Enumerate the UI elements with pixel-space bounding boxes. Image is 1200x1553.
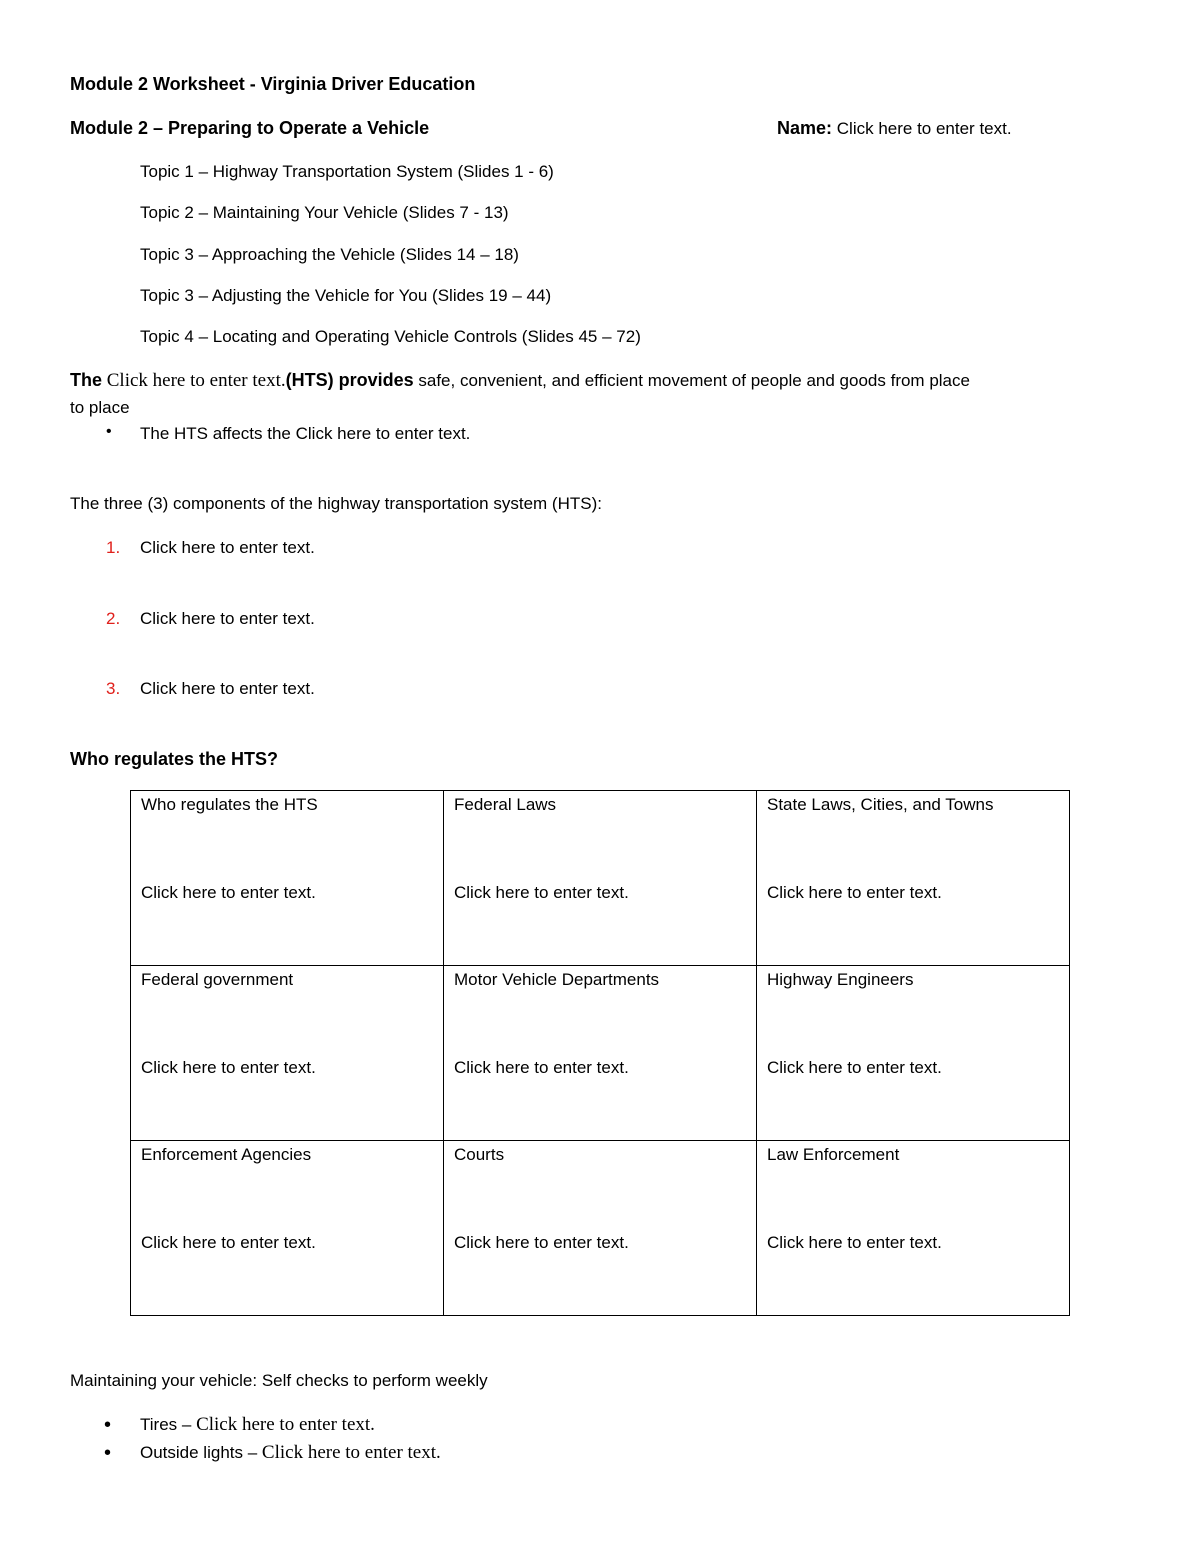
hts-affects-field[interactable]: Click here to enter text. bbox=[295, 424, 471, 443]
cell-label: Motor Vehicle Departments bbox=[454, 970, 660, 989]
topic-item: Topic 1 – Highway Transportation System (Slides 1 - 6) bbox=[140, 162, 554, 181]
table-cell bbox=[444, 791, 757, 966]
cell-field[interactable]: Click here to enter text. bbox=[141, 1233, 316, 1252]
table-cell bbox=[131, 791, 444, 966]
table-cell bbox=[131, 966, 444, 1141]
cell-label: Federal Laws bbox=[454, 795, 557, 814]
cell-label: Law Enforcement bbox=[767, 1145, 900, 1164]
name-row bbox=[777, 118, 1012, 139]
topic-item: Topic 3 – Approaching the Vehicle (Slides 14 – 18) bbox=[140, 245, 519, 264]
regulates-heading: Who regulates the HTS? bbox=[70, 749, 279, 769]
regulates-table bbox=[130, 790, 1070, 1316]
cell-field[interactable]: Click here to enter text. bbox=[141, 1058, 316, 1077]
hts-bullet bbox=[140, 424, 470, 444]
components-intro: The three (3) components of the highway transportation system (HTS): bbox=[70, 494, 602, 513]
maintaining-item-label: Outside lights – bbox=[140, 1443, 258, 1462]
cell-label: Highway Engineers bbox=[767, 970, 914, 989]
maintaining-item bbox=[140, 1442, 441, 1464]
cell-label: Who regulates the HTS bbox=[141, 795, 318, 814]
maintaining-intro: Maintaining your vehicle: Self checks to perform weekly bbox=[70, 1371, 488, 1390]
cell-label: Federal government bbox=[141, 970, 294, 989]
cell-field[interactable]: Click here to enter text. bbox=[767, 1233, 942, 1252]
topic-item: Topic 2 – Maintaining Your Vehicle (Slides 7 - 13) bbox=[140, 203, 509, 222]
table-row bbox=[131, 1141, 1070, 1316]
bullet-icon: • bbox=[104, 1442, 112, 1464]
bullet-icon: • bbox=[106, 423, 112, 440]
worksheet-title: Module 2 Worksheet - Virginia Driver Education bbox=[70, 74, 476, 94]
component-field[interactable]: Click here to enter text. bbox=[140, 679, 315, 698]
cell-field[interactable]: Click here to enter text. bbox=[454, 1233, 629, 1252]
cell-field[interactable]: Click here to enter text. bbox=[454, 1058, 629, 1077]
bullet-icon: • bbox=[104, 1414, 112, 1436]
component-number: 3. bbox=[106, 679, 121, 698]
maintaining-item-field[interactable]: Click here to enter text. bbox=[196, 1414, 375, 1435]
hts-rest-line2: to place bbox=[70, 398, 130, 417]
component-number: 2. bbox=[106, 609, 121, 628]
table-cell bbox=[444, 966, 757, 1141]
component-field[interactable]: Click here to enter text. bbox=[140, 609, 315, 628]
component-number: 1. bbox=[106, 538, 121, 557]
cell-field[interactable]: Click here to enter text. bbox=[454, 883, 629, 902]
hts-lead: The bbox=[70, 370, 103, 390]
table-cell bbox=[444, 1141, 757, 1316]
maintaining-item bbox=[140, 1414, 375, 1436]
hts-sentence bbox=[70, 370, 970, 392]
table-row bbox=[131, 966, 1070, 1141]
topic-item: Topic 4 – Locating and Operating Vehicle Controls (Slides 45 – 72) bbox=[140, 327, 641, 346]
cell-label: Courts bbox=[454, 1145, 505, 1164]
name-field[interactable]: Click here to enter text. bbox=[836, 119, 1012, 138]
table-cell bbox=[757, 791, 1070, 966]
hts-rest-line1: safe, convenient, and efficient movement of people and goods from place bbox=[418, 371, 970, 390]
cell-label: Enforcement Agencies bbox=[141, 1145, 312, 1164]
maintaining-item-field[interactable]: Click here to enter text. bbox=[261, 1442, 441, 1463]
topic-item: Topic 3 – Adjusting the Vehicle for You (Slides 19 – 44) bbox=[140, 286, 552, 305]
table-cell bbox=[757, 1141, 1070, 1316]
name-label: Name: bbox=[777, 118, 833, 138]
hts-bold-part: (HTS) provides bbox=[285, 370, 414, 390]
maintaining-item-label: Tires – bbox=[140, 1415, 192, 1434]
cell-field[interactable]: Click here to enter text. bbox=[767, 883, 942, 902]
hts-bullet-text: The HTS affects the bbox=[140, 424, 291, 443]
table-cell bbox=[131, 1141, 444, 1316]
table-cell bbox=[757, 966, 1070, 1141]
hts-name-field[interactable]: Click here to enter text. bbox=[106, 370, 286, 391]
cell-field[interactable]: Click here to enter text. bbox=[141, 883, 316, 902]
cell-label: State Laws, Cities, and Towns bbox=[767, 795, 994, 814]
module-title: Module 2 – Preparing to Operate a Vehicle bbox=[70, 118, 430, 138]
component-field[interactable]: Click here to enter text. bbox=[140, 538, 315, 557]
table-row bbox=[131, 791, 1070, 966]
cell-field[interactable]: Click here to enter text. bbox=[767, 1058, 942, 1077]
